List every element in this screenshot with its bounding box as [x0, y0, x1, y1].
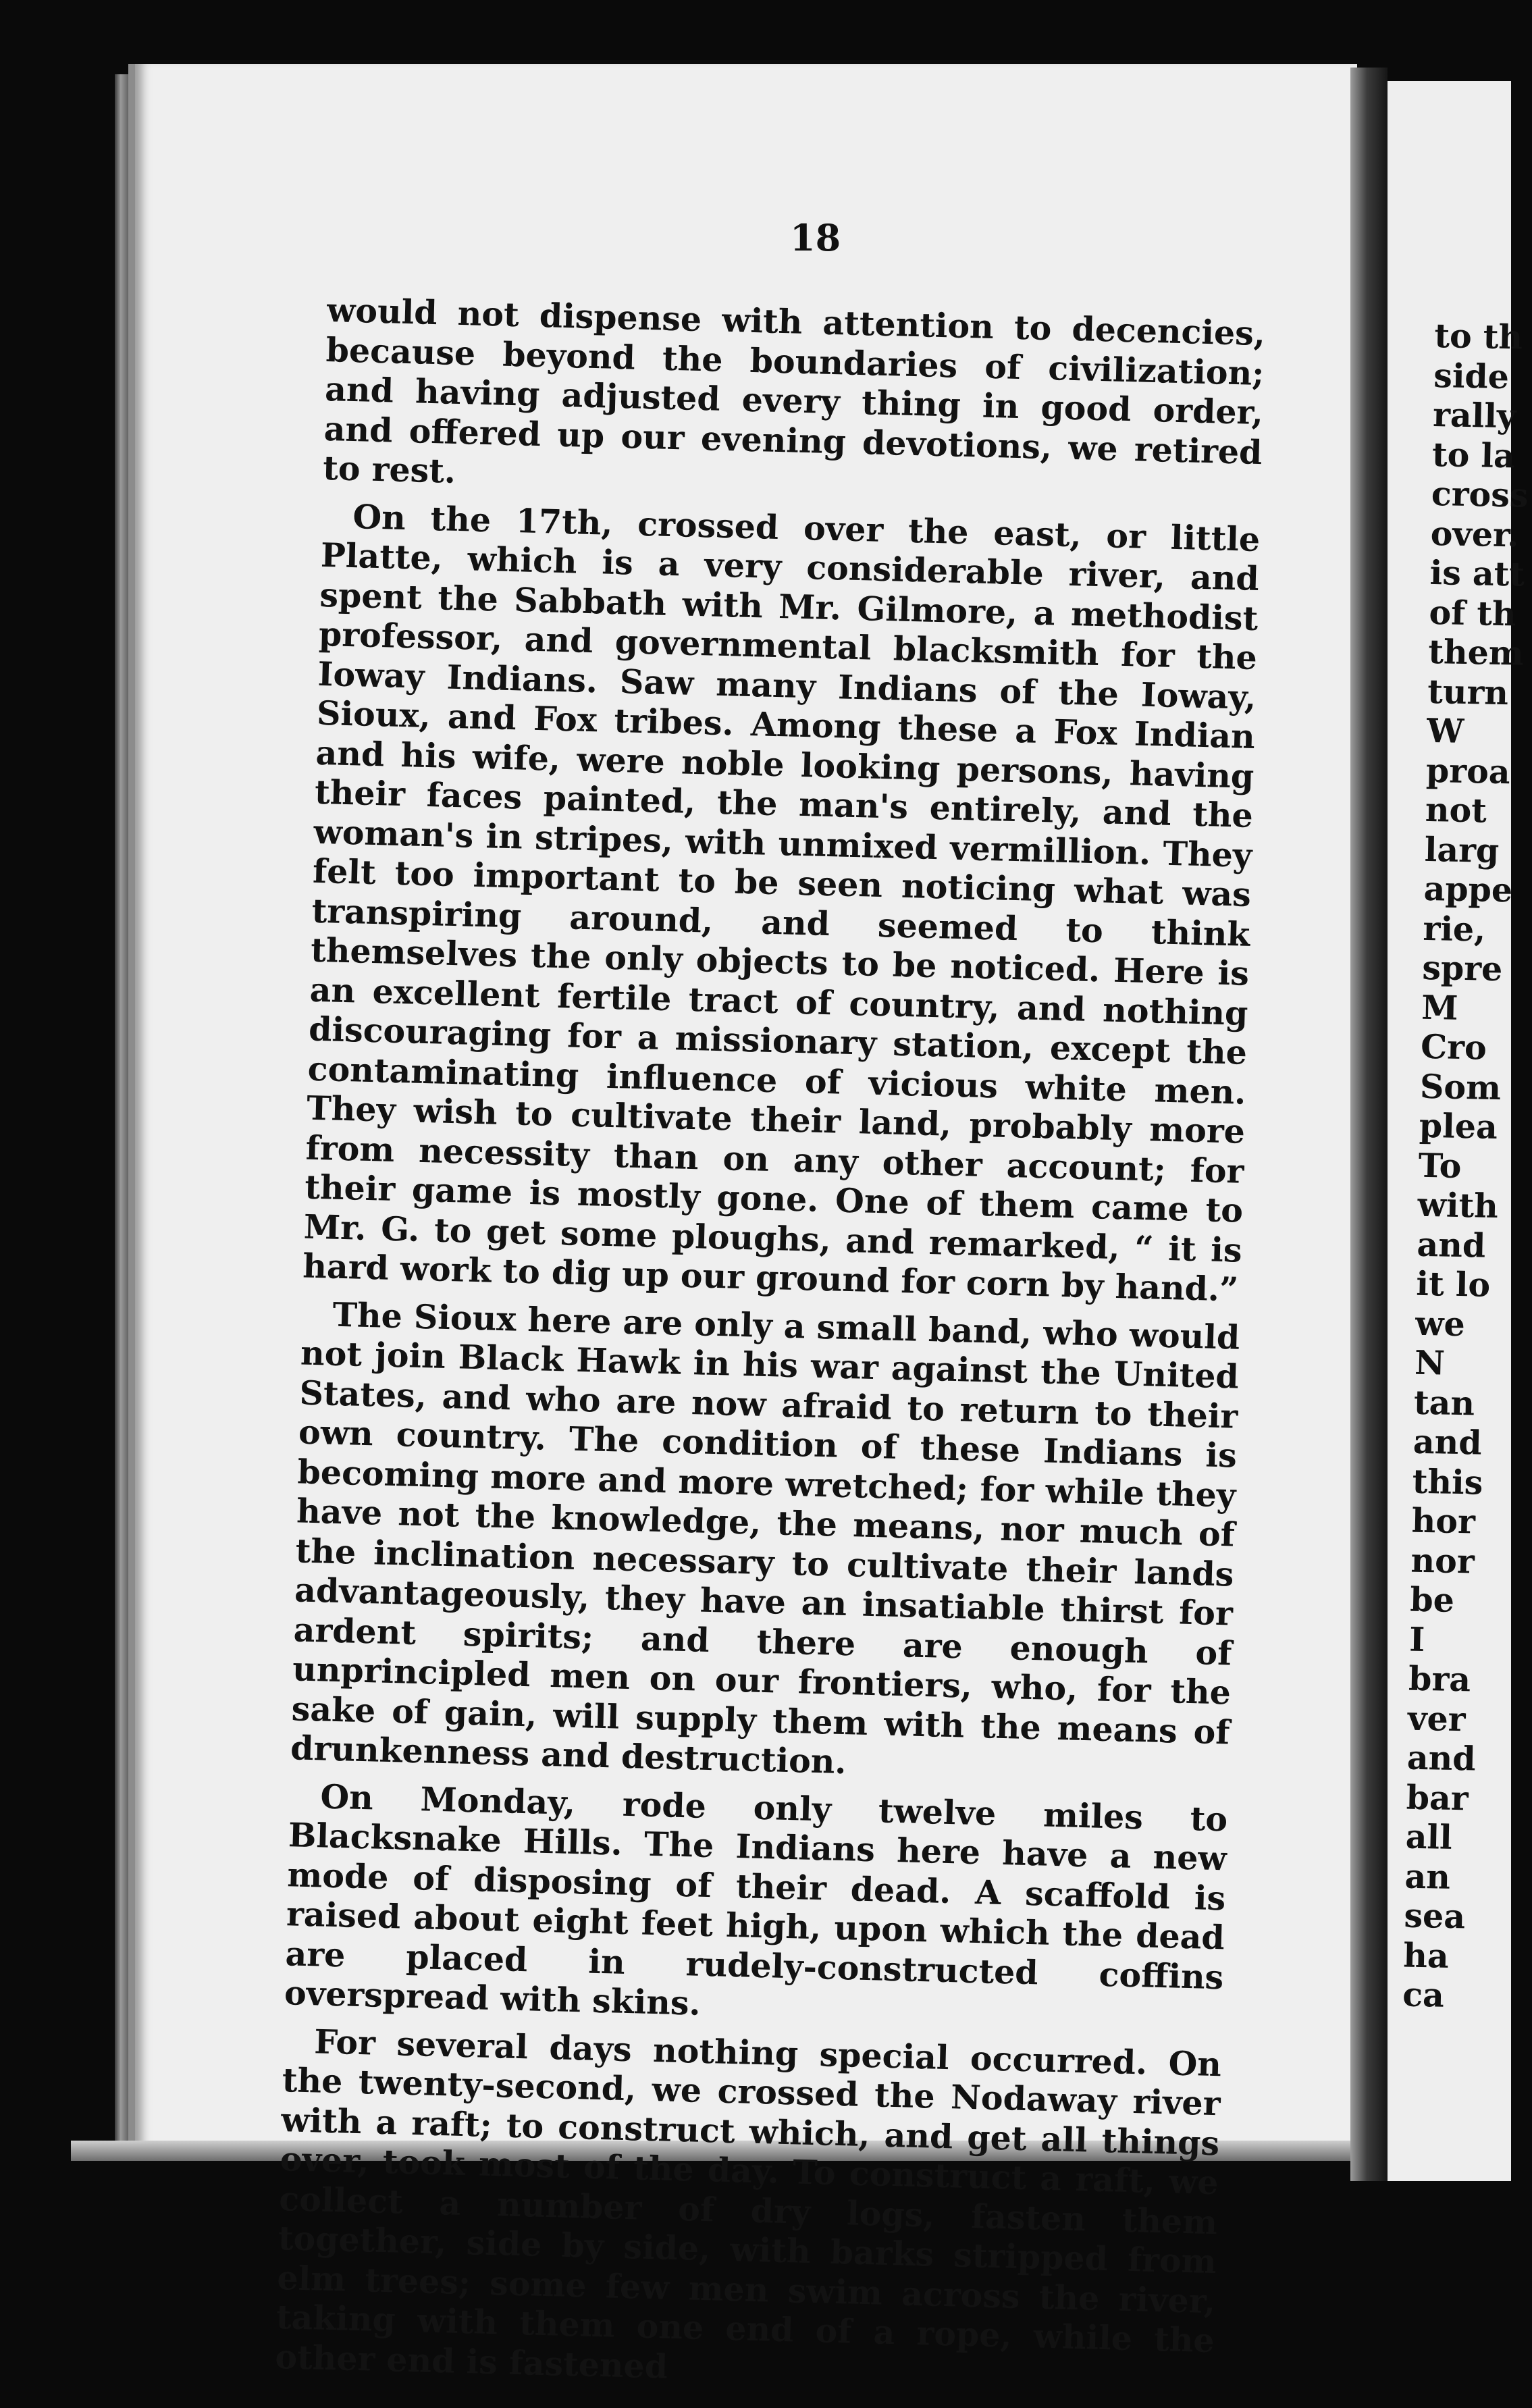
facing-page-line: it lo — [1415, 1263, 1491, 1305]
facing-page-line: them — [1427, 631, 1525, 673]
facing-page-line: rie, — [1423, 908, 1486, 949]
paragraph: On Monday, rode only twelve miles to Blacksnake Hills. The Indians here have a new mode of disposing of their dead. A scaffold is raised about eight feet high, upon which the dead are placed in rudely-constructed coffins overspread with skins. — [284, 1776, 1228, 2023]
facing-page-line: of th — [1429, 592, 1517, 633]
facing-page-line: with — [1417, 1184, 1499, 1226]
facing-page-line: we — [1415, 1303, 1466, 1344]
facing-page-line: be — [1409, 1579, 1455, 1620]
facing-page-line: larg — [1424, 829, 1500, 870]
page-left-edge — [115, 74, 130, 2154]
facing-page-line: ca — [1402, 1974, 1445, 2015]
facing-page-line: and — [1412, 1421, 1483, 1463]
facing-page-line: cross — [1431, 473, 1529, 515]
facing-page-line: rally — [1432, 394, 1516, 436]
facing-page-line: plea — [1419, 1105, 1498, 1147]
book-gutter — [1350, 68, 1388, 2181]
facing-page-line: nor — [1410, 1540, 1475, 1581]
paragraph: would not dispense with attention to decencies, because beyond the boundaries of civilization; and having adjusted every thing in good order, and offered up our evening devotions, we retired to rest. — [322, 290, 1266, 491]
facing-page-line: hor — [1411, 1500, 1476, 1542]
facing-page-line: is att — [1429, 552, 1525, 594]
facing-page-line: to la — [1431, 434, 1516, 475]
facing-page-line: N — [1414, 1342, 1446, 1383]
page-number: 18 — [790, 216, 841, 259]
facing-page-line: and — [1406, 1737, 1477, 1779]
facing-page-line: Som — [1419, 1066, 1502, 1107]
paragraph: The Sioux here are only a small band, who would not join Black Hawk in his war against the United States, and who are now afraid to return to their own country. The condition of these Indians is becoming more and more wretched; for while they have not the knowledge, the means, nor much of the inclination necessary to cultivate their lands advantageously, they have an insatiable thirst for ardent spirits; and there are enough of unprincipled men on our frontiers, who, for the sake of gain, will supply them with the means of drunkenness and destruction. — [290, 1294, 1240, 1782]
facing-page-line: side — [1433, 355, 1510, 396]
facing-page-line: I — [1408, 1619, 1425, 1659]
facing-page-line: all — [1405, 1816, 1453, 1857]
facing-page-line: turn — [1427, 671, 1509, 712]
facing-page-line: not — [1425, 789, 1487, 831]
facing-page-line: ha — [1402, 1935, 1450, 1976]
facing-page-line: tan — [1413, 1382, 1475, 1423]
facing-page-line: bar — [1406, 1777, 1469, 1818]
facing-page-line: an — [1404, 1856, 1451, 1897]
facing-page-line: M — [1421, 987, 1459, 1028]
facing-page-line: To — [1418, 1145, 1462, 1186]
facing-page-line: appe — [1423, 868, 1513, 910]
facing-page-line: and — [1417, 1224, 1486, 1265]
facing-page-line: proa — [1425, 750, 1511, 791]
facing-page-line: spre — [1421, 947, 1503, 989]
paragraph: On the 17th, crossed over the east, or little Platte, which is a very considerable river, and spent the Sabbath with Mr. Gilmore, a methodist professor, and governmental blacksmith for the Ioway Indians. Saw many Indians of the Ioway, Sioux, and Fox tribes. Among these a Fox Indian and his wife, were noble looking persons, having their faces painted, the man's entirely, and the woman's in stripes, with unmixed vermillion. They felt too important to be seen noticing what was transpiring around, and seemed to think themselves the only objects to be noticed. Here is an excellent fertile tract of country, and nothing discouraging for a missionary station, except the contaminating influence of vicious white men. They wish to cultivate their land, probably more from necessity than on any other account; for their game is mostly gone. One of them came to Mr. G. to get some ploughs, and remarked, “ it is hard work to dig up our ground for corn by hand.” — [302, 496, 1261, 1309]
facing-page-line: to th — [1433, 316, 1523, 357]
facing-page-line: bra — [1408, 1658, 1471, 1700]
body-text — [275, 290, 1266, 2408]
facing-page-line: over. — [1430, 513, 1520, 554]
facing-page-line: Cro — [1420, 1026, 1487, 1068]
paragraph: For several days nothing special occurred. On the twenty-second, we crossed the Nodaway river with a raft; to construct which, and get all things over, took most of the day. To construct a raft, we collect a number of dry logs, fasten them together, side by side, with barks stripped from elm trees; some few men swim across the river, taking with them one end of a rope, while the other end is fastened — [274, 2021, 1222, 2386]
facing-page-line: this — [1412, 1461, 1483, 1502]
facing-page-line: W — [1426, 710, 1464, 751]
facing-page-line: sea — [1403, 1895, 1466, 1937]
facing-page-line: ver — [1407, 1698, 1467, 1739]
